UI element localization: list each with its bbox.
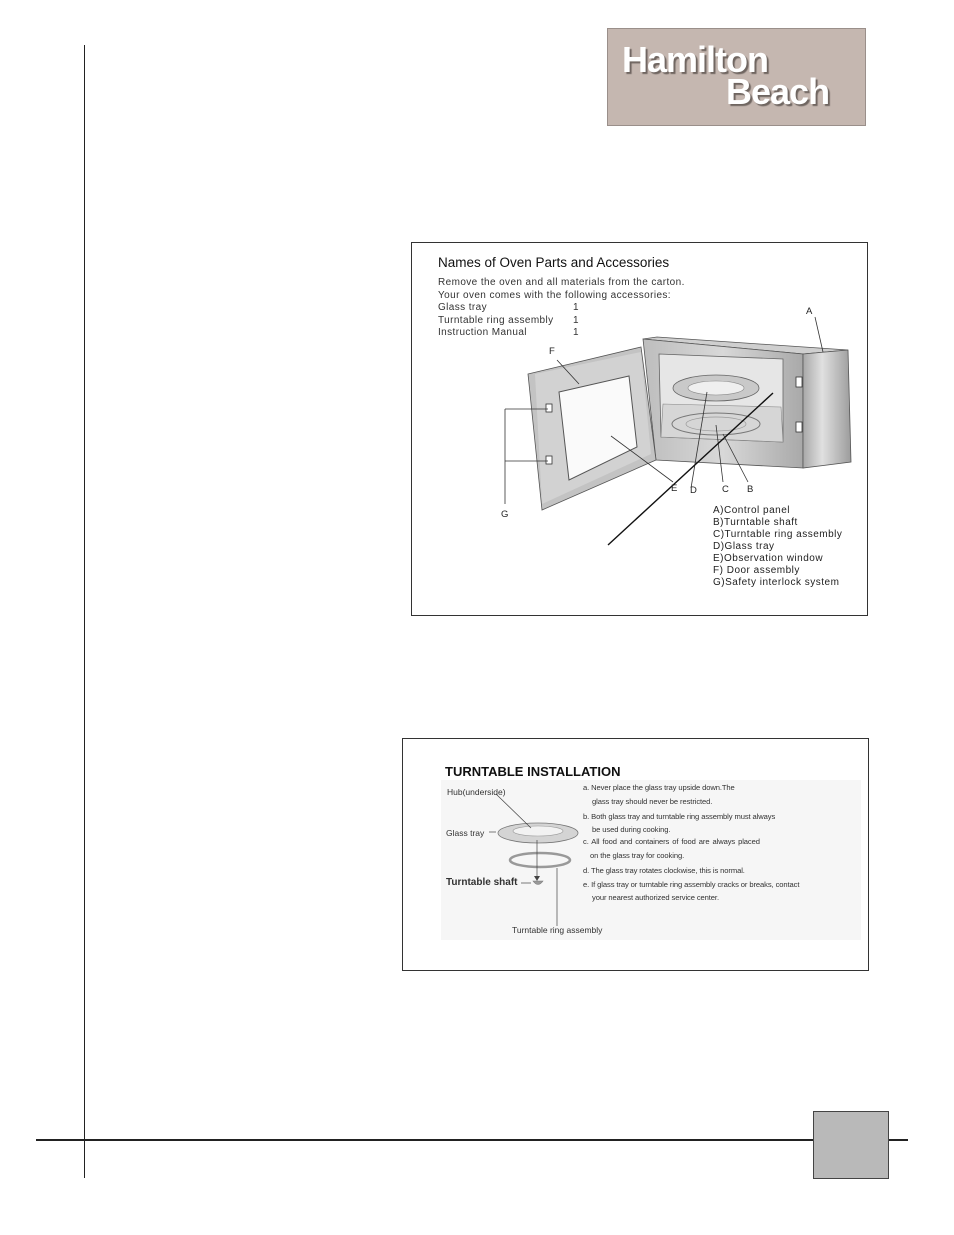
oven-parts-title: Names of Oven Parts and Accessories [438,255,670,270]
label-b: B [747,484,754,495]
instruction-line: your nearest authorized service center. [592,893,719,902]
accessory-qty: 1 [573,327,579,338]
label-f: F [549,346,555,357]
accessory-qty: 1 [573,302,579,313]
legend-item: E)Observation window [713,553,824,564]
label-a: A [806,306,813,317]
logo-line-2: Beach [726,71,830,112]
legend-item: G)Safety interlock system [713,577,840,588]
turntable-title: TURNTABLE INSTALLATION [445,764,621,779]
footer-rule [36,1139,908,1141]
parts-intro-2: Your oven comes with the following accessories: [438,290,671,301]
page-number-box [813,1111,889,1179]
instruction-line: c. All food and containers of food are always placed [583,837,760,846]
instruction-line: glass tray should never be restricted. [592,797,713,806]
label-c: C [722,484,729,495]
label-g: G [501,509,509,520]
instruction-line: be used during cooking. [592,825,671,834]
ring-label: Turntable ring assembly [512,925,603,935]
shaft-label: Turntable shaft [446,877,518,888]
instruction-line: e. If glass tray or turntable ring assembly cracks or breaks, contact [583,880,800,889]
instruction-line: b. Both glass tray and turntable ring assembly must always [583,812,776,821]
instruction-line: a. Never place the glass tray upside down.The [583,783,735,792]
legend-item: C)Turntable ring assembly [713,529,843,540]
glass-tray-label: Glass tray [446,828,485,838]
legend-item: F) Door assembly [713,565,800,576]
accessory-name: Instruction Manual [438,327,527,338]
margin-rule-vertical [84,45,85,1178]
accessory-name: Turntable ring assembly [438,315,554,326]
parts-intro-1: Remove the oven and all materials from the carton. [438,277,685,288]
accessory-name: Glass tray [438,302,488,313]
accessory-qty: 1 [573,315,579,326]
logo-line-1: Hamilton [622,39,769,80]
legend-item: B)Turntable shaft [713,517,798,528]
label-e: E [671,483,678,494]
instruction-line: d. The glass tray rotates clockwise, this is normal. [583,866,745,875]
legend-item: D)Glass tray [713,541,775,552]
legend-item: A)Control panel [713,505,790,516]
brand-logo [607,28,866,126]
label-d: D [690,485,697,496]
turntable-illustration [441,780,591,940]
instruction-line: on the glass tray for cooking. [590,851,685,860]
hub-label: Hub(underside) [447,787,506,797]
